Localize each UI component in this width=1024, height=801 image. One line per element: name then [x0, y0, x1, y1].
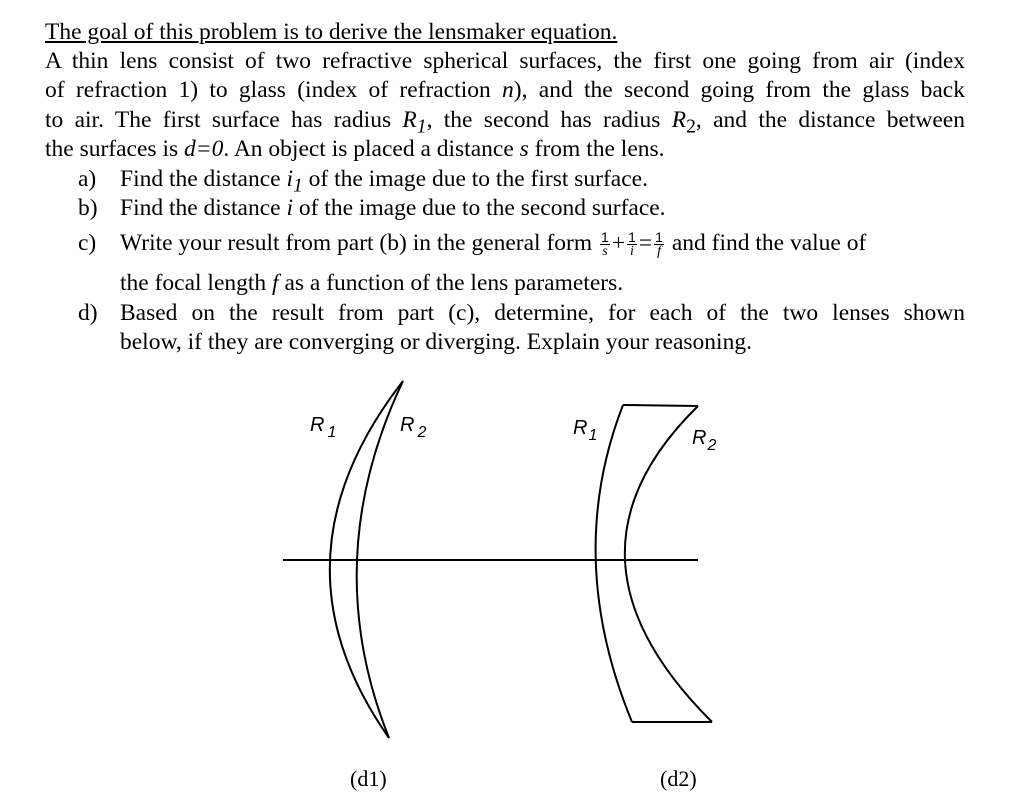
intro-line-3: to air. The first surface has radius $R_1$, the second has radius $R_2$, and the distance between [45, 107, 965, 138]
fraction-1-over-s: $\frac{1}{s}$ [601, 229, 609, 260]
part-c-cont: the focal length f as a function of the lens parameters. [120, 270, 624, 296]
intro-line-4: the surfaces is d=0. An object is placed a distance s from the lens. [45, 136, 665, 162]
intro-line-2: of refraction 1) to glass (index of refraction n), and the second going from the glass back [45, 77, 965, 103]
part-c: c) Write your result from part (b) in the general form $\frac{1}{s}$ + $\frac{1}{i}$ = $\frac{1}{f}$ and find the value of [78, 229, 867, 260]
fraction-1-over-i: $\frac{1}{i}$ [628, 229, 636, 260]
intro-line-1: A thin lens consist of two refractive spherical surfaces, the first one going from air (index [45, 48, 965, 74]
problem-title: The goal of this problem is to derive the lensmaker equation. [45, 19, 618, 45]
d1-r1-label: R $_1$ [310, 414, 337, 441]
part-a: a) Find the distance $i_1$ of the image due to the first surface. [78, 166, 648, 197]
caption-d1: (d1) [350, 766, 387, 791]
lens-d2-surface-r2 [625, 406, 712, 722]
d2-r2-label: $R_2$ [692, 427, 717, 454]
lens-d2-top-edge [623, 405, 698, 406]
part-b: b) Find the distance i of the image due to the second surface. [78, 195, 666, 221]
caption-d2: (d2) [660, 766, 697, 791]
part-d-cont: below, if they are converging or diverging. Explain your reasoning. [120, 329, 752, 355]
d1-r2-label: R $_2$ [400, 414, 427, 441]
d2-r1-label: $R_1$ [573, 417, 598, 444]
lens-d2-surface-r1 [596, 405, 632, 722]
part-d: d) Based on the result from part (c), determine, for each of the two lenses shown [78, 300, 965, 326]
lens-d2 [596, 405, 712, 722]
fraction-1-over-f: $\frac{1}{f}$ [655, 229, 663, 260]
